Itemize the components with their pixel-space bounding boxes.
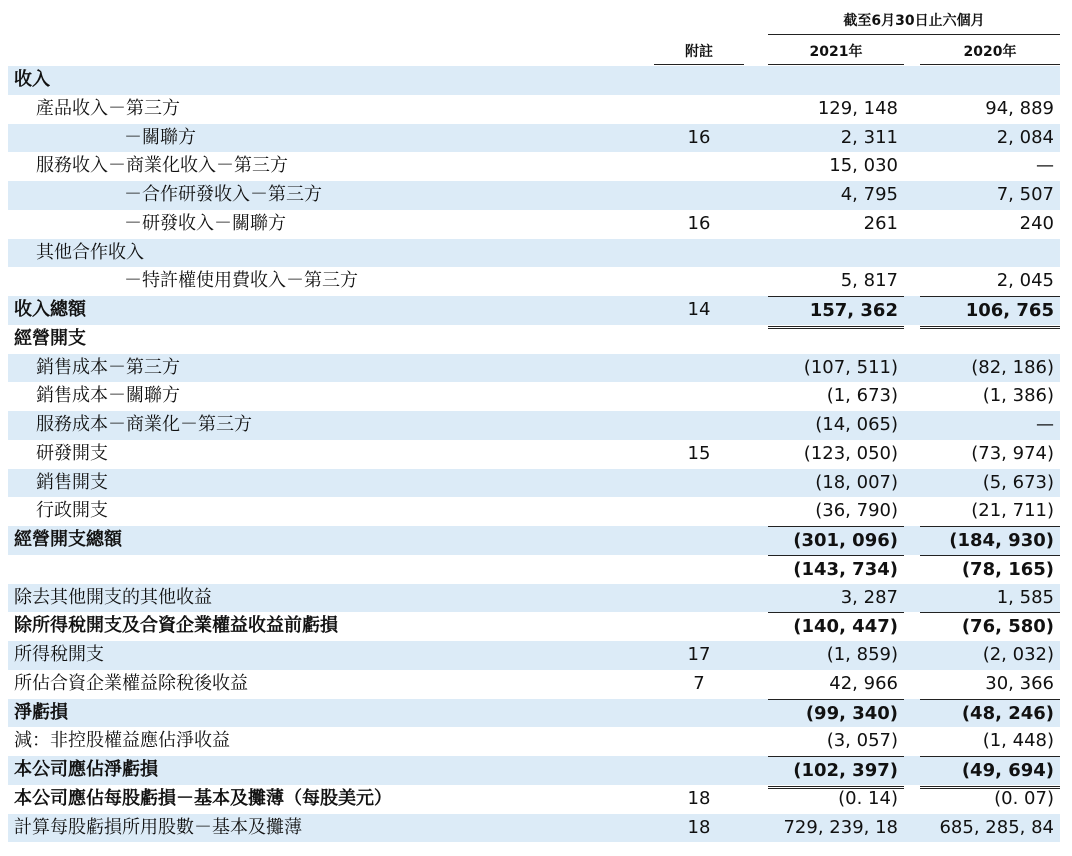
table-row-total — [8, 612, 1060, 641]
value-2020: (49, 694) — [920, 756, 1060, 789]
row-label: 其他合作收入 — [36, 241, 144, 263]
table-row — [8, 152, 1060, 181]
value-2020: — — [1036, 155, 1054, 177]
table-row — [8, 66, 1060, 95]
value-2020: (5, 673) — [982, 471, 1054, 493]
table-row — [8, 239, 1060, 268]
value-2021: (301, 096) — [768, 526, 904, 556]
value-2020: (73, 974) — [971, 442, 1054, 464]
row-label: 收入 — [14, 69, 50, 90]
value-2021: 4, 795 — [840, 184, 898, 205]
table-row — [8, 469, 1060, 498]
value-2020: 240 — [1019, 212, 1054, 234]
value-2020: (2, 032) — [982, 644, 1054, 665]
value-2020: (184, 930) — [920, 526, 1060, 556]
value-2021: 5, 817 — [840, 270, 898, 292]
value-2020: 685, 285, 84 — [939, 816, 1054, 838]
row-label: 銷售成本－關聯方 — [36, 385, 180, 407]
table-row — [8, 785, 1060, 814]
table-row — [8, 584, 1060, 613]
value-2020: (1, 448) — [982, 730, 1054, 752]
period-header: 截至6月30日止六個月 — [768, 8, 1060, 35]
value-2020: 1, 585 — [996, 586, 1054, 608]
table-row-total — [8, 526, 1060, 555]
value-2021: (140, 447) — [768, 612, 904, 642]
row-label: 銷售開支 — [36, 471, 108, 493]
row-label: －特許權使用費收入－第三方 — [124, 270, 358, 292]
row-label: 淨虧損 — [14, 701, 68, 723]
value-2021: 157, 362 — [768, 296, 904, 329]
row-note: 7 — [693, 672, 705, 694]
value-2020: — — [1036, 414, 1054, 435]
value-2021: 42, 966 — [829, 672, 898, 694]
row-label: －合作研發收入－第三方 — [124, 184, 322, 205]
value-2021: (102, 397) — [768, 756, 904, 789]
value-2020: 2, 045 — [996, 270, 1054, 292]
row-label: －研發收入－關聯方 — [124, 212, 286, 234]
table-row-total — [8, 756, 1060, 785]
row-note: 15 — [687, 442, 711, 464]
table-row — [8, 814, 1060, 843]
table-row — [8, 124, 1060, 153]
value-2020: 2, 084 — [996, 126, 1054, 148]
row-label: 所得稅開支 — [14, 644, 104, 665]
table-row — [8, 382, 1060, 411]
row-label: 經營開支總額 — [14, 529, 122, 550]
row-note: 17 — [687, 644, 711, 665]
table-row — [8, 440, 1060, 469]
row-label: 本公司應佔淨虧損 — [14, 759, 158, 780]
value-2020: (0. 07) — [920, 785, 1060, 817]
value-2020: 7, 507 — [996, 184, 1054, 205]
row-label: 收入總額 — [14, 299, 86, 320]
value-2020: 30, 366 — [985, 672, 1054, 694]
row-note: 16 — [687, 212, 711, 234]
value-2020: (21, 711) — [971, 500, 1054, 522]
value-2021: (18, 007) — [815, 471, 898, 493]
value-2021: 129, 148 — [817, 97, 898, 119]
table-row — [8, 210, 1060, 239]
table-row — [8, 670, 1060, 699]
statement-rows — [8, 66, 1060, 842]
row-note: 14 — [687, 299, 711, 320]
value-2021: 261 — [863, 212, 898, 234]
value-2021: (36, 790) — [815, 500, 898, 522]
value-2021: (14, 065) — [815, 414, 898, 435]
value-2020: (78, 165) — [920, 555, 1060, 585]
value-2021: (1, 859) — [826, 644, 898, 665]
row-label: 減：非控股權益應佔淨收益 — [14, 730, 230, 752]
row-label: 經營開支 — [14, 327, 86, 349]
row-label: 行政開支 — [36, 500, 108, 522]
value-2021: (99, 340) — [768, 699, 904, 729]
row-label: －關聯方 — [124, 126, 196, 148]
year-2021-header: 2021年 — [768, 40, 904, 65]
row-note: 16 — [687, 126, 711, 148]
row-label: 除所得稅開支及合資企業權益收益前虧損 — [14, 615, 338, 637]
row-label: 計算每股虧損所用股數－基本及攤薄 — [14, 816, 302, 838]
value-2021: 729, 239, 18 — [783, 816, 898, 838]
year-2020-header: 2020年 — [920, 40, 1060, 65]
table-row-total — [8, 699, 1060, 728]
value-2021: (107, 511) — [803, 356, 898, 378]
value-2021: 2, 311 — [840, 126, 898, 148]
table-row — [8, 354, 1060, 383]
table-row — [8, 267, 1060, 296]
row-label: 除去其他開支的其他收益 — [14, 586, 212, 608]
value-2020: (82, 186) — [971, 356, 1054, 378]
value-2021: (1, 673) — [826, 385, 898, 407]
table-row — [8, 181, 1060, 210]
value-2021: (123, 050) — [803, 442, 898, 464]
table-row — [8, 497, 1060, 526]
table-row — [8, 641, 1060, 670]
row-label: 所佔合資企業權益除稅後收益 — [14, 672, 248, 694]
value-2020: 94, 889 — [985, 97, 1054, 119]
value-2020: (76, 580) — [920, 612, 1060, 642]
value-2021: 3, 287 — [840, 586, 898, 608]
row-label: 本公司應佔每股虧損－基本及攤薄（每股美元） — [14, 787, 392, 809]
value-2020: (48, 246) — [920, 699, 1060, 729]
table-row — [8, 411, 1060, 440]
row-note: 18 — [687, 816, 711, 838]
row-label: 服務成本－商業化－第三方 — [36, 414, 252, 435]
row-label: 產品收入－第三方 — [36, 97, 180, 119]
value-2021: (0. 14) — [768, 785, 904, 817]
table-row-subtotal — [8, 555, 1060, 584]
row-label: 服務收入－商業化收入－第三方 — [36, 155, 288, 177]
value-2021: (3, 057) — [826, 730, 898, 752]
row-label: 銷售成本－第三方 — [36, 356, 180, 378]
value-2020: (1, 386) — [982, 385, 1054, 407]
value-2021: 15, 030 — [829, 155, 898, 177]
note-column-header: 附註 — [654, 40, 744, 65]
value-2020: 106, 765 — [920, 296, 1060, 329]
table-row — [8, 95, 1060, 124]
table-row — [8, 325, 1060, 354]
value-2021: (143, 734) — [768, 555, 904, 585]
row-note: 18 — [687, 787, 711, 809]
table-row — [8, 727, 1060, 756]
row-label: 研發開支 — [36, 442, 108, 464]
table-row-total — [8, 296, 1060, 325]
